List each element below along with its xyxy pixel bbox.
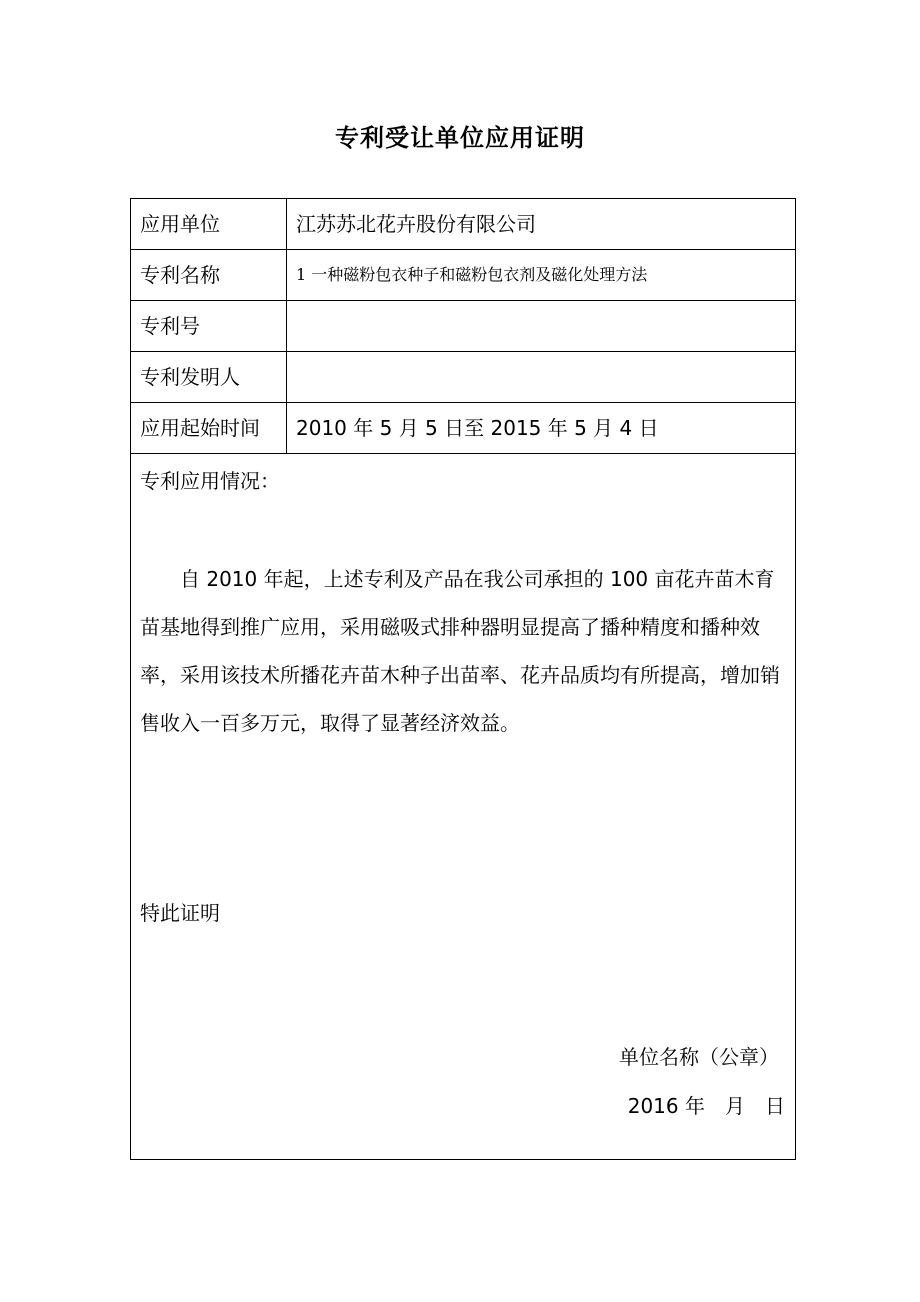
field-value-patent-number: [287, 301, 795, 351]
field-value-application-unit: 江苏苏北花卉股份有限公司: [296, 212, 536, 236]
field-label-application-period: 应用起始时间: [131, 403, 287, 453]
closing-statement: 特此证明: [140, 901, 220, 925]
field-row-patent-name: [131, 250, 795, 301]
field-label-patent-inventor: 专利发明人: [131, 352, 287, 402]
application-body-text: 自 2010 年起，上述专利及产品在我公司承担的 100 亩花卉苗木育苗基地得到推广应用，采用磁吸式排种器明显提高了播种精度和播种效率，采用该技术所播花卉苗木种子出苗率、花卉品质均有所提高，增加销售收入一百多万元，取得了显著经济效益。: [140, 567, 780, 735]
signature-day: 日: [765, 1094, 785, 1118]
field-label-patent-name: 专利名称: [131, 250, 287, 300]
field-row-application-period: [131, 403, 795, 454]
signature-year: 2016 年: [627, 1094, 705, 1118]
field-value-patent-inventor: [287, 352, 795, 402]
signature-month: 月: [725, 1094, 745, 1118]
application-section-label: 专利应用情况：: [140, 469, 280, 493]
field-row-patent-inventor: [131, 352, 795, 403]
field-value-application-period: 2010 年 5 月 5 日至 2015 年 5 月 4 日: [296, 416, 659, 440]
signature-date: [628, 1090, 785, 1119]
field-label-application-unit: 应用单位: [131, 199, 287, 249]
field-value-patent-name: 1 一种磁粉包衣种子和磁粉包衣剂及磁化处理方法: [296, 265, 648, 284]
document-title: 专利受让单位应用证明: [335, 124, 585, 152]
signature-unit-label: 单位名称（公章）: [619, 1045, 779, 1069]
field-row-application-unit: [131, 199, 795, 250]
certificate-form: [130, 198, 796, 1160]
field-label-patent-number: 专利号: [131, 301, 287, 351]
field-row-patent-number: [131, 301, 795, 352]
